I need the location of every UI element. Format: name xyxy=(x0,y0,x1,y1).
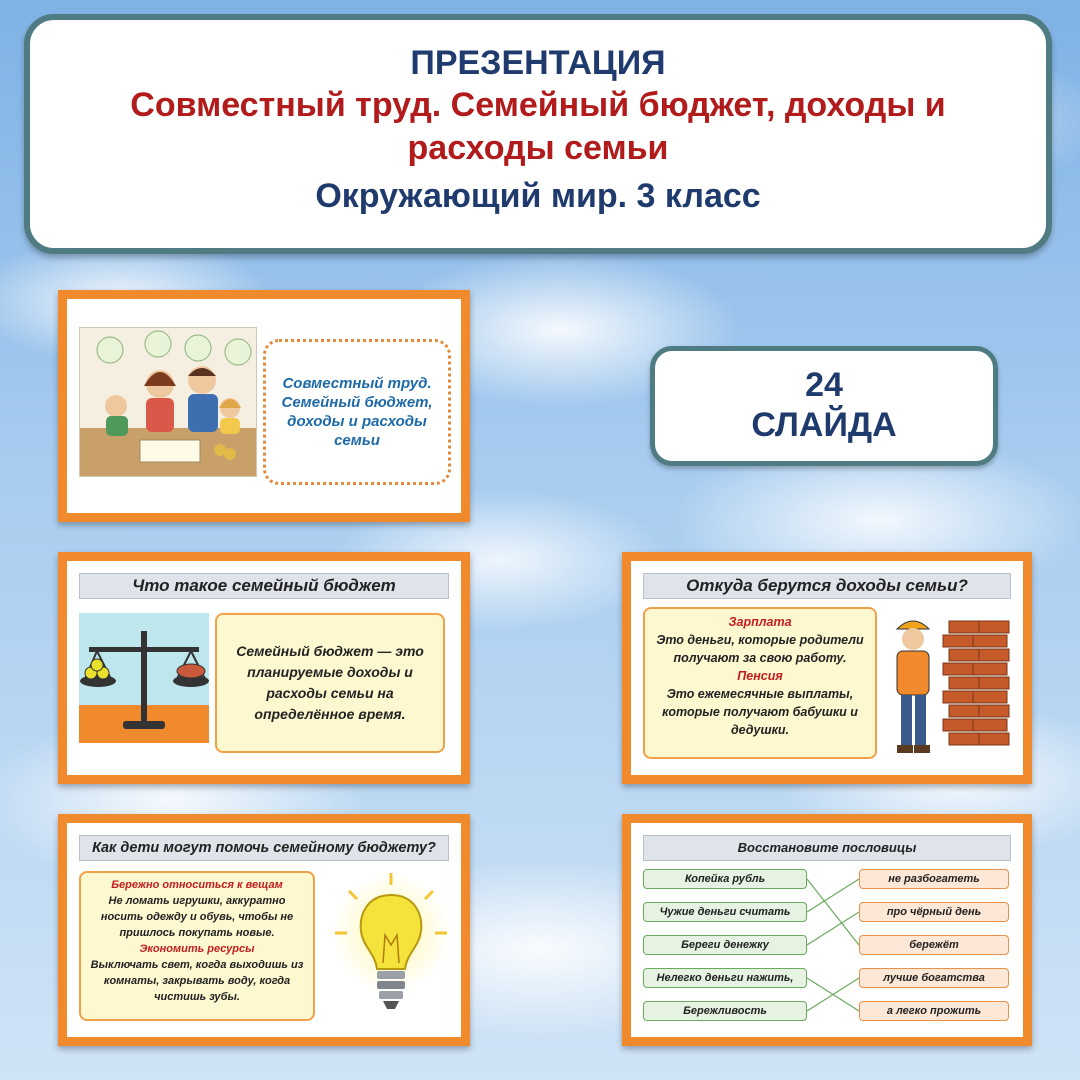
slide-thumbnail-3[interactable] xyxy=(622,552,1032,784)
family-illustration xyxy=(79,327,257,477)
tip-heading-things: Бережно относиться к вещам xyxy=(111,879,283,891)
income-heading-salary: Зарплата xyxy=(728,615,792,629)
slide-thumbnail-2[interactable] xyxy=(58,552,470,784)
presentation-title: Совместный труд. Семейный бюджет, доходы и расходы семьи xyxy=(130,86,946,167)
lightbulb-icon xyxy=(325,873,457,1027)
proverb-left-5[interactable]: Бережливость xyxy=(643,1001,807,1021)
tip-heading-resources: Экономить ресурсы xyxy=(139,943,255,955)
presentation-label: ПРЕЗЕНТАЦИЯ xyxy=(410,44,666,82)
slide-4-title: Как дети могут помочь семейному бюджету? xyxy=(79,835,449,861)
tip-text-things: Не ломать игрушки, аккуратно носить одежду и обувь, чтобы не пришлось покупать новые. xyxy=(100,895,294,939)
scales-icon xyxy=(79,613,209,743)
income-text-salary: Это деньги, которые родители получают за свою работу. xyxy=(656,633,864,665)
income-text-pension: Это ежемесячные выплаты, которые получают бабушки и дедушки. xyxy=(662,687,858,737)
budget-definition: Семейный бюджет — это планируемые доходы и расходы семьи на определённое время. xyxy=(215,613,445,753)
income-sources-box xyxy=(643,607,877,759)
proverb-right-2[interactable]: про чёрный день xyxy=(859,902,1009,922)
slide-5-title: Восстановите пословицы xyxy=(643,835,1011,861)
slide-2-title: Что такое семейный бюджет xyxy=(79,573,449,599)
proverb-right-1[interactable]: не разбогатеть xyxy=(859,869,1009,889)
proverb-left-3[interactable]: Береги денежку xyxy=(643,935,807,955)
help-tips-box xyxy=(79,871,315,1021)
slide-count-word: СЛАЙДА xyxy=(751,406,897,444)
income-heading-pension: Пенсия xyxy=(737,669,783,683)
slide-thumbnail-4[interactable] xyxy=(58,814,470,1046)
header-card xyxy=(24,14,1052,254)
proverb-left-1[interactable]: Копейка рубль xyxy=(643,869,807,889)
proverb-left-4[interactable]: Нелегко деньги нажить, xyxy=(643,968,807,988)
slide-thumbnail-5[interactable] xyxy=(622,814,1032,1046)
slide-count-badge xyxy=(650,346,998,466)
slide-1-title: Совместный труд. Семейный бюджет, доходы и расходы семьи xyxy=(263,339,451,485)
slide-thumbnail-1[interactable] xyxy=(58,290,470,522)
proverb-right-3[interactable]: бережёт xyxy=(859,935,1009,955)
proverb-right-4[interactable]: лучше богатства xyxy=(859,968,1009,988)
proverb-left-2[interactable]: Чужие деньги считать xyxy=(643,902,807,922)
slide-3-title: Откуда берутся доходы семьи? xyxy=(643,573,1011,599)
builder-icon xyxy=(883,611,1013,765)
subject-grade: Окружающий мир. 3 класс xyxy=(315,177,761,215)
slide-count-number: 24 xyxy=(805,366,843,404)
tip-text-resources: Выключать свет, когда выходишь из комнаты, закрывать воду, когда чистишь зубы. xyxy=(90,959,304,1003)
proverb-right-5[interactable]: а легко прожить xyxy=(859,1001,1009,1021)
